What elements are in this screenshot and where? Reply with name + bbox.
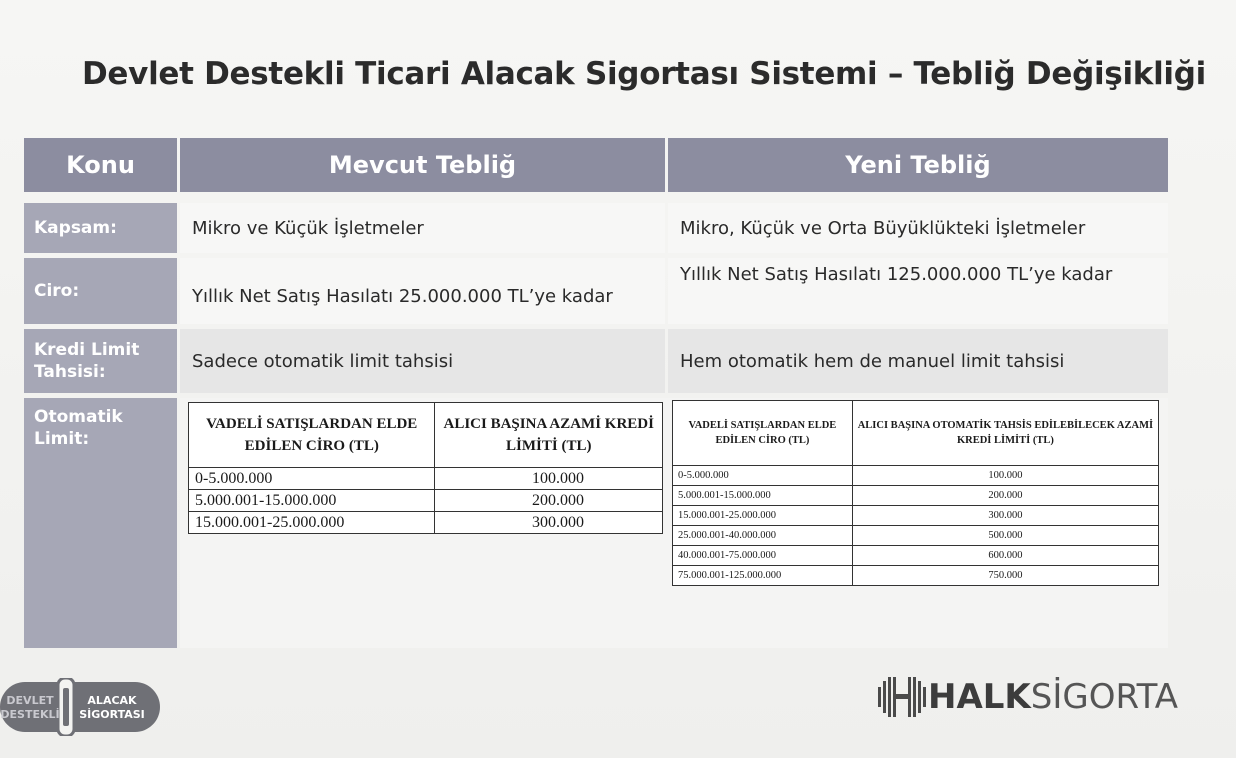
- yeni-limit-cell: 500.000: [852, 526, 1158, 546]
- table-row: [673, 466, 1159, 486]
- mevcut-ciro-cell: 0-5.000.000: [189, 468, 435, 490]
- yeni-limit-cell: 600.000: [852, 546, 1158, 566]
- kapsam-mevcut: Mikro ve Küçük İşletmeler: [180, 203, 665, 253]
- ciro-mevcut: Yıllık Net Satış Hasılatı 25.000.000 TL’ye kadar: [180, 258, 665, 324]
- header-yeni: Yeni Tebliğ: [668, 138, 1168, 192]
- table-row: [189, 512, 663, 534]
- row-label-otomatik: [24, 398, 177, 648]
- mevcut-limit-cell: 200.000: [435, 490, 663, 512]
- header-konu: Konu: [24, 138, 177, 192]
- yeni-limit-cell: 100.000: [852, 466, 1158, 486]
- header-mevcut: Mevcut Tebliğ: [180, 138, 665, 192]
- mevcut-table-header-ciro: VADELİ SATIŞLARDAN ELDE EDİLEN CİRO (TL): [189, 403, 435, 468]
- kredi-yeni: Hem otomatik hem de manuel limit tahsisi: [668, 329, 1168, 393]
- mevcut-ciro-cell: 5.000.001-15.000.000: [189, 490, 435, 512]
- kapsam-yeni: Mikro, Küçük ve Orta Büyüklükteki İşletmeler: [668, 203, 1168, 253]
- table-row: [673, 546, 1159, 566]
- logo-left-line4: SİGORTASI: [79, 708, 145, 721]
- row-label-kredi-text: Kredi Limit Tahsisi:: [34, 340, 140, 382]
- yeni-ciro-cell: 75.000.001-125.000.000: [673, 566, 853, 586]
- mevcut-limit-cell: 300.000: [435, 512, 663, 534]
- logo-left-line1: DEVLET: [6, 694, 54, 707]
- yeni-table-header-ciro: VADELİ SATIŞLARDAN ELDE EDİLEN CİRO (TL): [673, 401, 853, 466]
- row-label-kapsam: Kapsam:: [24, 203, 177, 253]
- table-row: [189, 468, 663, 490]
- brand-sigorta: SİGORTA: [1030, 677, 1179, 717]
- table-row: [673, 506, 1159, 526]
- devlet-destekli-alacak-sigortasi-logo: [0, 678, 164, 736]
- table-row: [673, 526, 1159, 546]
- logo-left-line3: ALACAK: [87, 694, 137, 707]
- row-label-kredi: [24, 329, 177, 393]
- table-row: [673, 566, 1159, 586]
- yeni-ciro-cell: 5.000.001-15.000.000: [673, 486, 853, 506]
- yeni-table-header-limit: ALICI BAŞINA OTOMATİK TAHSİS EDİLEBİLECEK AZAMİ KREDİ LİMİTİ (TL): [852, 401, 1158, 466]
- mevcut-ciro-cell: 15.000.001-25.000.000: [189, 512, 435, 534]
- yeni-ciro-cell: 15.000.001-25.000.000: [673, 506, 853, 526]
- yeni-limit-cell: 750.000: [852, 566, 1158, 586]
- page-title: Devlet Destekli Ticari Alacak Sigortası Sistemi – Tebliğ Değişikliği: [82, 56, 1206, 92]
- halk-sigorta-emblem-icon: [876, 673, 928, 721]
- table-row: [189, 490, 663, 512]
- mevcut-table-header-limit: ALICI BAŞINA AZAMİ KREDİ LİMİTİ (TL): [435, 403, 663, 468]
- yeni-limit-cell: 300.000: [852, 506, 1158, 526]
- row-label-otomatik-text: Otomatik Limit:: [34, 407, 123, 449]
- yeni-limit-cell: 200.000: [852, 486, 1158, 506]
- yeni-limit-table: [672, 400, 1159, 586]
- yeni-ciro-cell: 40.000.001-75.000.000: [673, 546, 853, 566]
- mevcut-limit-table: [188, 402, 663, 534]
- logo-left-line2: DESTEKLİ: [0, 708, 60, 721]
- kredi-mevcut: Sadece otomatik limit tahsisi: [180, 329, 665, 393]
- brand-halk: HALK: [928, 677, 1031, 717]
- mevcut-limit-cell: 100.000: [435, 468, 663, 490]
- table-row: [673, 486, 1159, 506]
- yeni-ciro-cell: 0-5.000.000: [673, 466, 853, 486]
- row-label-ciro: Ciro:: [24, 258, 177, 324]
- halk-sigorta-logo: [876, 672, 1178, 722]
- yeni-ciro-cell: 25.000.001-40.000.000: [673, 526, 853, 546]
- ciro-yeni: Yıllık Net Satış Hasılatı 125.000.000 TL’ye kadar: [668, 258, 1168, 324]
